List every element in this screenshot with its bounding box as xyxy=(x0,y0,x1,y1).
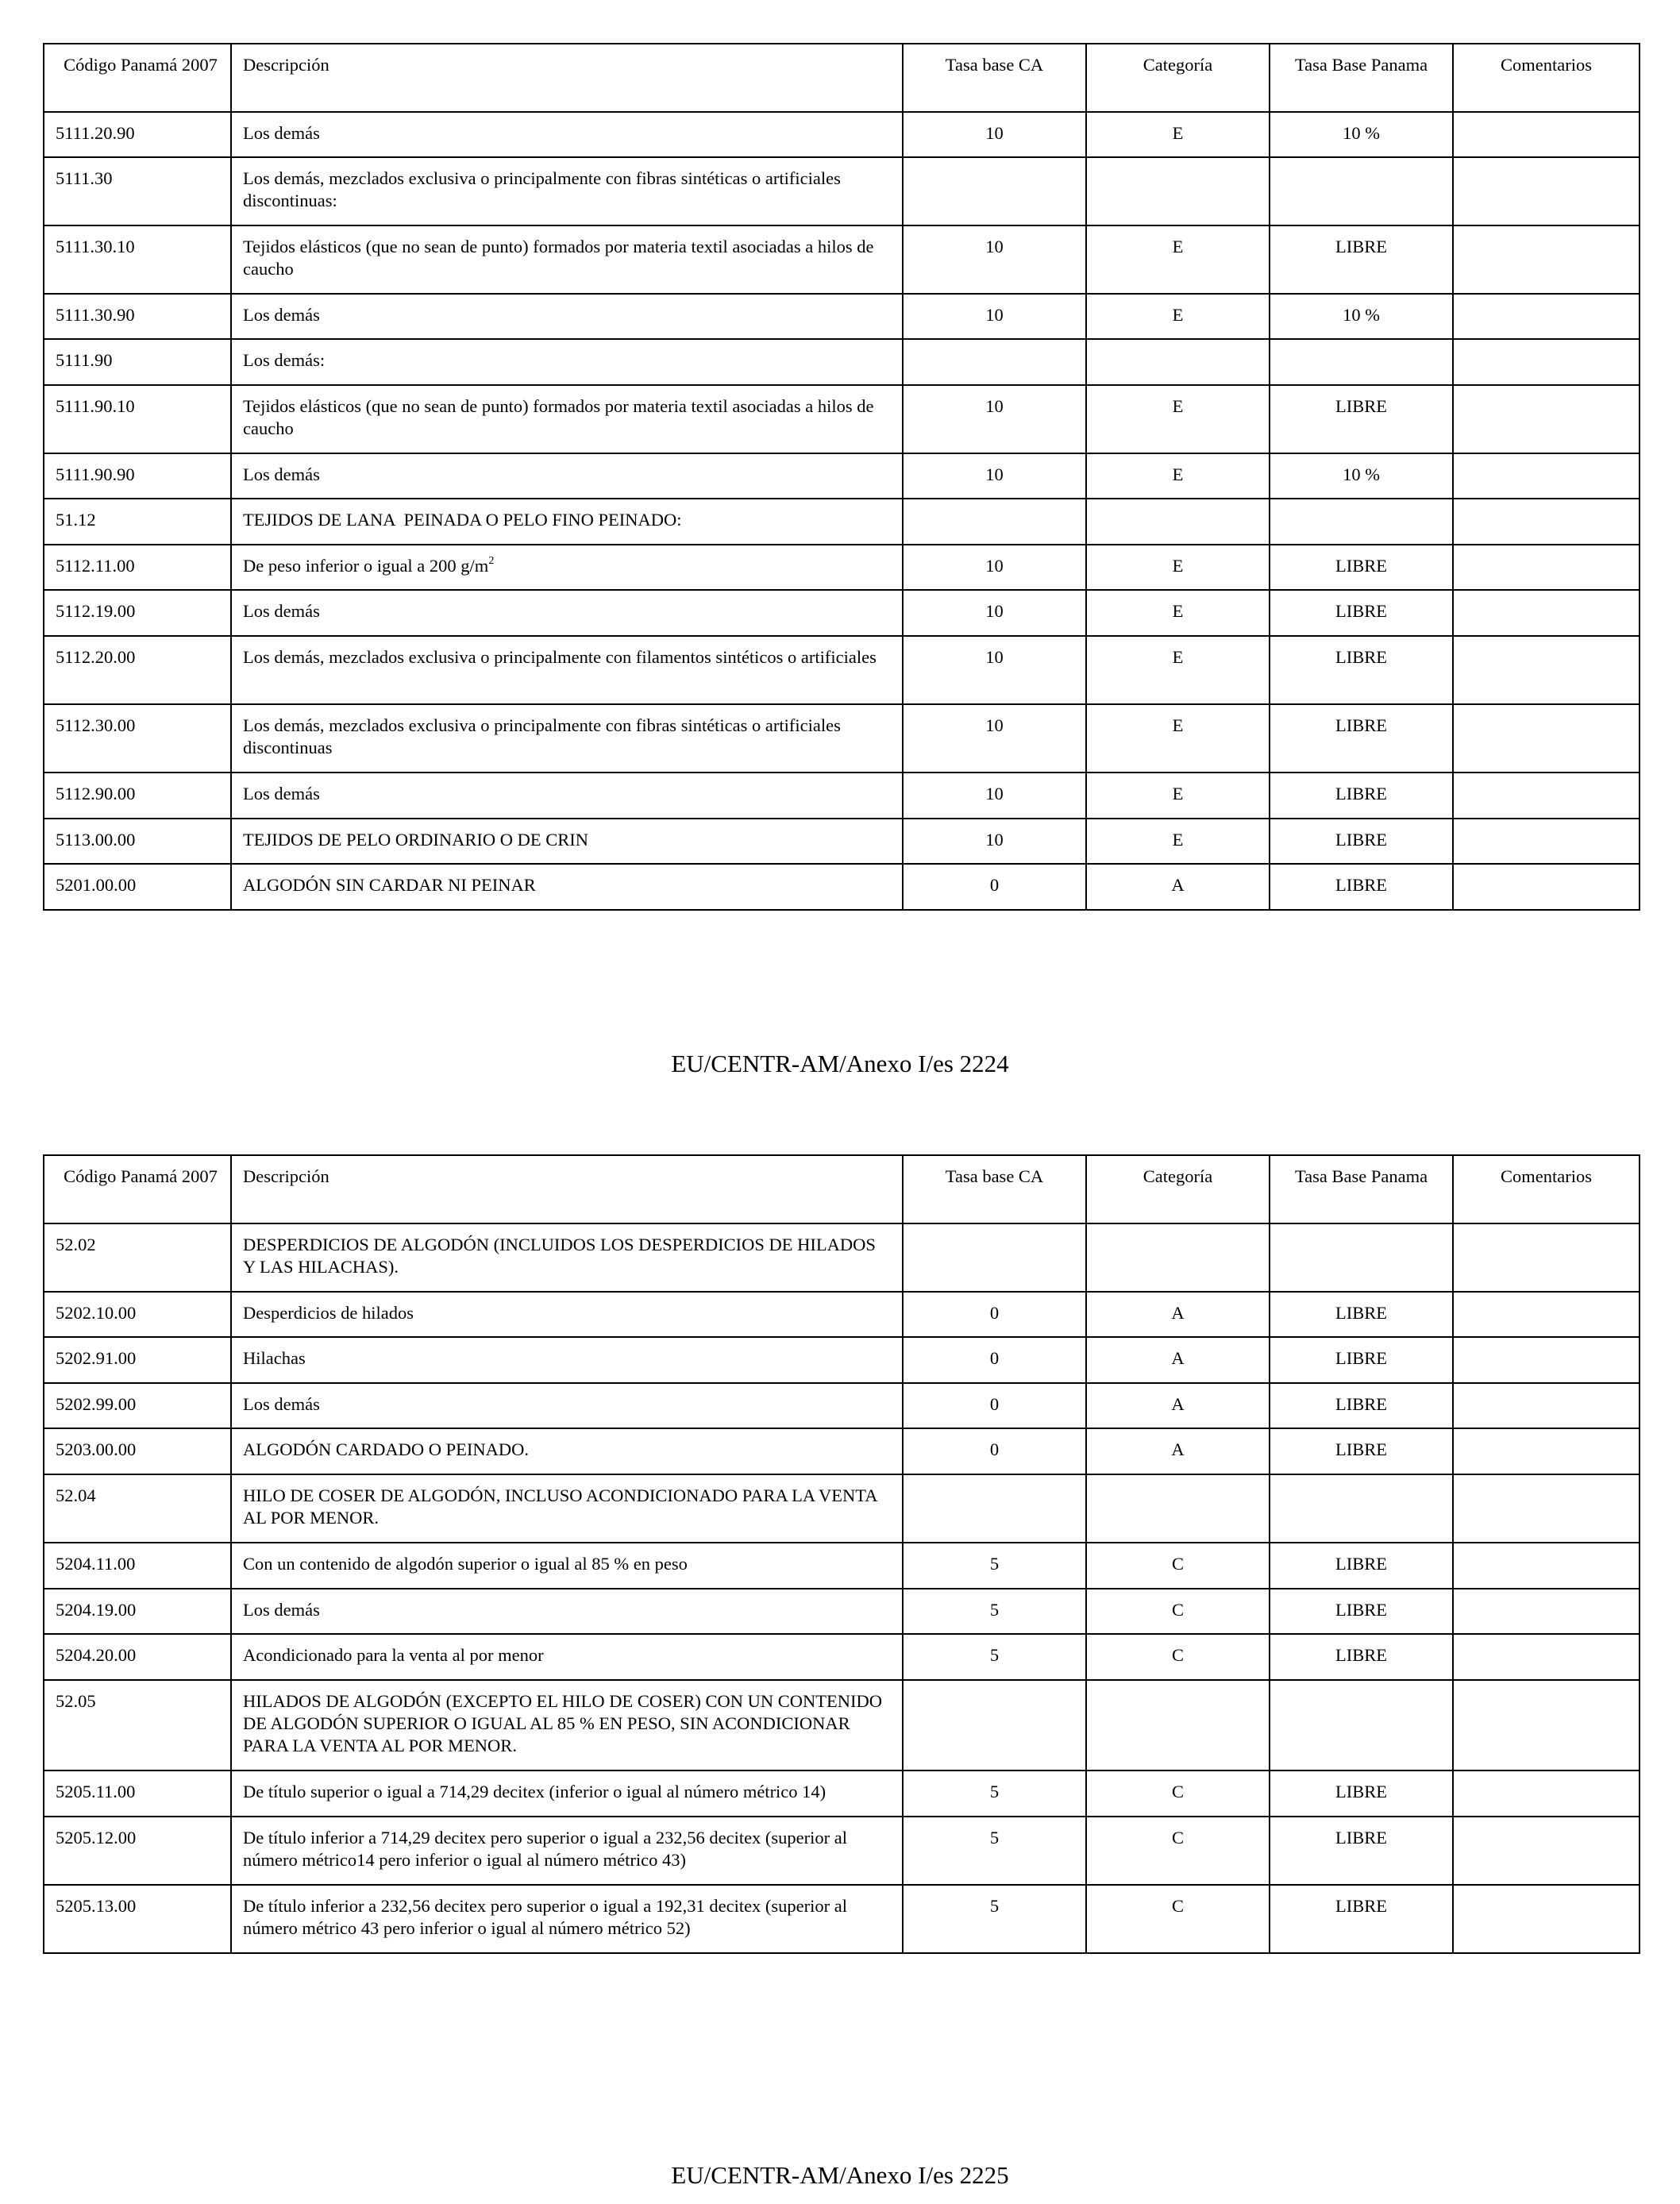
cell-comments xyxy=(1453,819,1640,864)
cell-comments xyxy=(1453,1771,1640,1817)
cell-rate-ca: 5 xyxy=(903,1543,1086,1589)
header-rate-ca: Tasa base CA xyxy=(903,44,1086,112)
table-row xyxy=(44,294,1640,339)
table-row xyxy=(44,453,1640,499)
table-row xyxy=(44,1337,1640,1383)
cell-category: E xyxy=(1086,453,1270,499)
table-row xyxy=(44,1292,1640,1337)
cell-rate-panama xyxy=(1270,499,1453,545)
cell-comments xyxy=(1453,636,1640,704)
cell-description: Los demás, mezclados exclusiva o principalmente con fibras sintéticas o artificiales discontinuas xyxy=(231,704,903,773)
table-row xyxy=(44,1223,1640,1292)
cell-comments xyxy=(1453,112,1640,157)
header-rate-panama: Tasa Base Panama xyxy=(1270,44,1453,112)
cell-code: 52.04 xyxy=(44,1474,231,1543)
cell-description: ALGODÓN SIN CARDAR NI PEINAR xyxy=(231,864,903,910)
cell-rate-ca: 10 xyxy=(903,112,1086,157)
table-row xyxy=(44,1589,1640,1634)
cell-rate-ca: 10 xyxy=(903,545,1086,590)
cell-code: 5205.13.00 xyxy=(44,1885,231,1953)
cell-category: E xyxy=(1086,636,1270,704)
cell-rate-panama xyxy=(1270,1223,1453,1292)
cell-category: E xyxy=(1086,704,1270,773)
table-row xyxy=(44,704,1640,773)
cell-category: C xyxy=(1086,1771,1270,1817)
cell-description: Tejidos elásticos (que no sean de punto) formados por materia textil asociadas a hilos de caucho xyxy=(231,385,903,453)
cell-rate-panama: LIBRE xyxy=(1270,1383,1453,1428)
cell-rate-ca: 10 xyxy=(903,385,1086,453)
cell-rate-ca: 0 xyxy=(903,1428,1086,1474)
cell-code: 52.02 xyxy=(44,1223,231,1292)
cell-code: 5113.00.00 xyxy=(44,819,231,864)
cell-code: 5203.00.00 xyxy=(44,1428,231,1474)
cell-category: E xyxy=(1086,819,1270,864)
cell-rate-ca: 5 xyxy=(903,1634,1086,1680)
tariff-table-1 xyxy=(43,43,1640,911)
superscript: 2 xyxy=(488,555,495,567)
cell-comments xyxy=(1453,1292,1640,1337)
cell-description xyxy=(231,545,903,590)
cell-category xyxy=(1086,339,1270,385)
cell-description: Tejidos elásticos (que no sean de punto) formados por materia textil asociadas a hilos de caucho xyxy=(231,225,903,294)
table-header-row xyxy=(44,1155,1640,1223)
cell-comments xyxy=(1453,339,1640,385)
table-row xyxy=(44,819,1640,864)
cell-category: E xyxy=(1086,773,1270,819)
cell-comments xyxy=(1453,499,1640,545)
cell-rate-panama: LIBRE xyxy=(1270,864,1453,910)
description-text: De peso inferior o igual a 200 g/m xyxy=(243,556,489,576)
header-rate-ca: Tasa base CA xyxy=(903,1155,1086,1223)
cell-description: Los demás xyxy=(231,773,903,819)
cell-rate-ca xyxy=(903,157,1086,225)
cell-rate-ca: 5 xyxy=(903,1771,1086,1817)
cell-category: E xyxy=(1086,545,1270,590)
cell-rate-ca: 10 xyxy=(903,636,1086,704)
cell-rate-ca: 0 xyxy=(903,1337,1086,1383)
cell-rate-ca xyxy=(903,1680,1086,1771)
table-header-row xyxy=(44,44,1640,112)
table-row xyxy=(44,1634,1640,1680)
cell-rate-panama xyxy=(1270,1474,1453,1543)
cell-code: 5204.19.00 xyxy=(44,1589,231,1634)
cell-description: HILADOS DE ALGODÓN (EXCEPTO EL HILO DE COSER) CON UN CONTENIDO DE ALGODÓN SUPERIOR O IGUAL AL 85 % EN PESO, SIN ACONDICIONAR PARA LA VENTA AL POR MENOR. xyxy=(231,1680,903,1771)
table-row xyxy=(44,1680,1640,1771)
cell-rate-panama: LIBRE xyxy=(1270,385,1453,453)
cell-rate-panama: LIBRE xyxy=(1270,773,1453,819)
cell-category xyxy=(1086,499,1270,545)
cell-code: 5112.20.00 xyxy=(44,636,231,704)
cell-category: C xyxy=(1086,1885,1270,1953)
cell-description: TEJIDOS DE PELO ORDINARIO O DE CRIN xyxy=(231,819,903,864)
cell-code: 5205.11.00 xyxy=(44,1771,231,1817)
cell-description: Los demás xyxy=(231,590,903,636)
cell-rate-ca xyxy=(903,1474,1086,1543)
cell-comments xyxy=(1453,773,1640,819)
table-row xyxy=(44,1817,1640,1885)
cell-category: E xyxy=(1086,294,1270,339)
cell-comments xyxy=(1453,1223,1640,1292)
cell-code: 51.12 xyxy=(44,499,231,545)
cell-description: HILO DE COSER DE ALGODÓN, INCLUSO ACONDICIONADO PARA LA VENTA AL POR MENOR. xyxy=(231,1474,903,1543)
cell-comments xyxy=(1453,1543,1640,1589)
cell-category: C xyxy=(1086,1543,1270,1589)
cell-code: 5111.30.90 xyxy=(44,294,231,339)
cell-rate-panama: LIBRE xyxy=(1270,1292,1453,1337)
cell-rate-ca: 0 xyxy=(903,1383,1086,1428)
table-row xyxy=(44,864,1640,910)
cell-description: De título inferior a 714,29 decitex pero superior o igual a 232,56 decitex (superior al número métrico14 pero inferior o igual al número métrico 43) xyxy=(231,1817,903,1885)
cell-comments xyxy=(1453,545,1640,590)
cell-rate-ca: 10 xyxy=(903,773,1086,819)
table-row xyxy=(44,636,1640,704)
header-code: Código Panamá 2007 xyxy=(44,1155,231,1223)
cell-category: C xyxy=(1086,1589,1270,1634)
cell-category: A xyxy=(1086,864,1270,910)
cell-comments xyxy=(1453,1589,1640,1634)
cell-rate-panama: LIBRE xyxy=(1270,545,1453,590)
header-comments: Comentarios xyxy=(1453,44,1640,112)
cell-rate-ca xyxy=(903,339,1086,385)
cell-code: 52.05 xyxy=(44,1680,231,1771)
cell-description: Los demás xyxy=(231,1589,903,1634)
header-code: Código Panamá 2007 xyxy=(44,44,231,112)
cell-rate-panama: LIBRE xyxy=(1270,590,1453,636)
cell-rate-panama: LIBRE xyxy=(1270,1589,1453,1634)
cell-code: 5112.11.00 xyxy=(44,545,231,590)
cell-rate-panama: LIBRE xyxy=(1270,704,1453,773)
cell-comments xyxy=(1453,294,1640,339)
table-row xyxy=(44,112,1640,157)
cell-comments xyxy=(1453,704,1640,773)
cell-category: C xyxy=(1086,1634,1270,1680)
cell-code: 5204.11.00 xyxy=(44,1543,231,1589)
cell-rate-panama: LIBRE xyxy=(1270,636,1453,704)
cell-code: 5202.91.00 xyxy=(44,1337,231,1383)
cell-category: A xyxy=(1086,1337,1270,1383)
cell-code: 5111.30 xyxy=(44,157,231,225)
cell-rate-ca: 10 xyxy=(903,294,1086,339)
table-row xyxy=(44,339,1640,385)
cell-description: Desperdicios de hilados xyxy=(231,1292,903,1337)
cell-category: A xyxy=(1086,1383,1270,1428)
cell-code: 5111.90.90 xyxy=(44,453,231,499)
cell-rate-panama xyxy=(1270,157,1453,225)
cell-comments xyxy=(1453,453,1640,499)
table-row xyxy=(44,1543,1640,1589)
header-category: Categoría xyxy=(1086,44,1270,112)
cell-code: 5112.19.00 xyxy=(44,590,231,636)
cell-rate-panama: LIBRE xyxy=(1270,1634,1453,1680)
cell-code: 5111.30.10 xyxy=(44,225,231,294)
header-rate-panama: Tasa Base Panama xyxy=(1270,1155,1453,1223)
cell-category xyxy=(1086,157,1270,225)
cell-rate-panama: 10 % xyxy=(1270,112,1453,157)
cell-description: Los demás xyxy=(231,453,903,499)
table-row xyxy=(44,1771,1640,1817)
table-row xyxy=(44,773,1640,819)
cell-comments xyxy=(1453,385,1640,453)
cell-description: DESPERDICIOS DE ALGODÓN (INCLUIDOS LOS DESPERDICIOS DE HILADOS Y LAS HILACHAS). xyxy=(231,1223,903,1292)
cell-comments xyxy=(1453,1428,1640,1474)
cell-rate-ca xyxy=(903,499,1086,545)
table-row xyxy=(44,1428,1640,1474)
cell-comments xyxy=(1453,1383,1640,1428)
cell-description: TEJIDOS DE LANA PEINADA O PELO FINO PEINADO: xyxy=(231,499,903,545)
cell-rate-ca: 10 xyxy=(903,590,1086,636)
cell-code: 5111.20.90 xyxy=(44,112,231,157)
cell-rate-ca: 0 xyxy=(903,1292,1086,1337)
cell-comments xyxy=(1453,590,1640,636)
cell-rate-ca xyxy=(903,1223,1086,1292)
table-row xyxy=(44,225,1640,294)
cell-category: E xyxy=(1086,590,1270,636)
cell-category: E xyxy=(1086,112,1270,157)
cell-rate-ca: 0 xyxy=(903,864,1086,910)
cell-description: Los demás: xyxy=(231,339,903,385)
cell-description: ALGODÓN CARDADO O PEINADO. xyxy=(231,1428,903,1474)
cell-category: A xyxy=(1086,1292,1270,1337)
table-row xyxy=(44,545,1640,590)
cell-category xyxy=(1086,1680,1270,1771)
cell-code: 5111.90 xyxy=(44,339,231,385)
header-description: Descripción xyxy=(231,1155,903,1223)
cell-comments xyxy=(1453,1817,1640,1885)
table-row xyxy=(44,590,1640,636)
cell-description: De título inferior a 232,56 decitex pero superior o igual a 192,31 decitex (superior al número métrico 43 pero inferior o igual al número métrico 52) xyxy=(231,1885,903,1953)
cell-code: 5112.90.00 xyxy=(44,773,231,819)
cell-comments xyxy=(1453,1337,1640,1383)
cell-description: De título superior o igual a 714,29 decitex (inferior o igual al número métrico 14) xyxy=(231,1771,903,1817)
cell-rate-ca: 5 xyxy=(903,1589,1086,1634)
cell-rate-ca: 10 xyxy=(903,453,1086,499)
cell-code: 5202.99.00 xyxy=(44,1383,231,1428)
page-footer-reference: EU/CENTR-AM/Anexo I/es 2225 xyxy=(671,2161,1009,2189)
tariff-table-2 xyxy=(43,1154,1640,1954)
cell-comments xyxy=(1453,1474,1640,1543)
cell-rate-panama: LIBRE xyxy=(1270,1337,1453,1383)
cell-category xyxy=(1086,1223,1270,1292)
cell-comments xyxy=(1453,864,1640,910)
cell-rate-panama: LIBRE xyxy=(1270,225,1453,294)
table-row xyxy=(44,1474,1640,1543)
cell-rate-ca: 10 xyxy=(903,819,1086,864)
cell-rate-ca: 10 xyxy=(903,704,1086,773)
cell-category: A xyxy=(1086,1428,1270,1474)
cell-description: Los demás xyxy=(231,294,903,339)
cell-comments xyxy=(1453,225,1640,294)
cell-category xyxy=(1086,1474,1270,1543)
cell-description: Acondicionado para la venta al por menor xyxy=(231,1634,903,1680)
cell-category: E xyxy=(1086,385,1270,453)
table-row xyxy=(44,499,1640,545)
cell-description: Los demás xyxy=(231,112,903,157)
cell-rate-ca: 5 xyxy=(903,1817,1086,1885)
cell-rate-panama: 10 % xyxy=(1270,294,1453,339)
cell-code: 5112.30.00 xyxy=(44,704,231,773)
cell-description: Los demás, mezclados exclusiva o principalmente con fibras sintéticas o artificiales discontinuas: xyxy=(231,157,903,225)
cell-description: Los demás, mezclados exclusiva o principalmente con filamentos sintéticos o artificiales xyxy=(231,636,903,704)
cell-rate-ca: 5 xyxy=(903,1885,1086,1953)
table-row xyxy=(44,1383,1640,1428)
cell-rate-panama: LIBRE xyxy=(1270,1771,1453,1817)
cell-comments xyxy=(1453,1680,1640,1771)
cell-code: 5205.12.00 xyxy=(44,1817,231,1885)
cell-rate-panama: LIBRE xyxy=(1270,1885,1453,1953)
cell-rate-panama: LIBRE xyxy=(1270,819,1453,864)
cell-code: 5201.00.00 xyxy=(44,864,231,910)
table-row xyxy=(44,157,1640,225)
cell-comments xyxy=(1453,157,1640,225)
cell-comments xyxy=(1453,1885,1640,1953)
cell-comments xyxy=(1453,1634,1640,1680)
cell-rate-ca: 10 xyxy=(903,225,1086,294)
cell-category: C xyxy=(1086,1817,1270,1885)
cell-rate-panama xyxy=(1270,1680,1453,1771)
cell-rate-panama: LIBRE xyxy=(1270,1428,1453,1474)
cell-code: 5204.20.00 xyxy=(44,1634,231,1680)
cell-code: 5202.10.00 xyxy=(44,1292,231,1337)
cell-code: 5111.90.10 xyxy=(44,385,231,453)
cell-category: E xyxy=(1086,225,1270,294)
cell-description: Con un contenido de algodón superior o igual al 85 % en peso xyxy=(231,1543,903,1589)
cell-description: Hilachas xyxy=(231,1337,903,1383)
cell-description: Los demás xyxy=(231,1383,903,1428)
cell-rate-panama: LIBRE xyxy=(1270,1817,1453,1885)
table-row xyxy=(44,1885,1640,1953)
header-description: Descripción xyxy=(231,44,903,112)
header-category: Categoría xyxy=(1086,1155,1270,1223)
cell-rate-panama: LIBRE xyxy=(1270,1543,1453,1589)
page-footer-reference: EU/CENTR-AM/Anexo I/es 2224 xyxy=(671,1050,1009,1077)
cell-rate-panama: 10 % xyxy=(1270,453,1453,499)
cell-rate-panama xyxy=(1270,339,1453,385)
table-row xyxy=(44,385,1640,453)
header-comments: Comentarios xyxy=(1453,1155,1640,1223)
